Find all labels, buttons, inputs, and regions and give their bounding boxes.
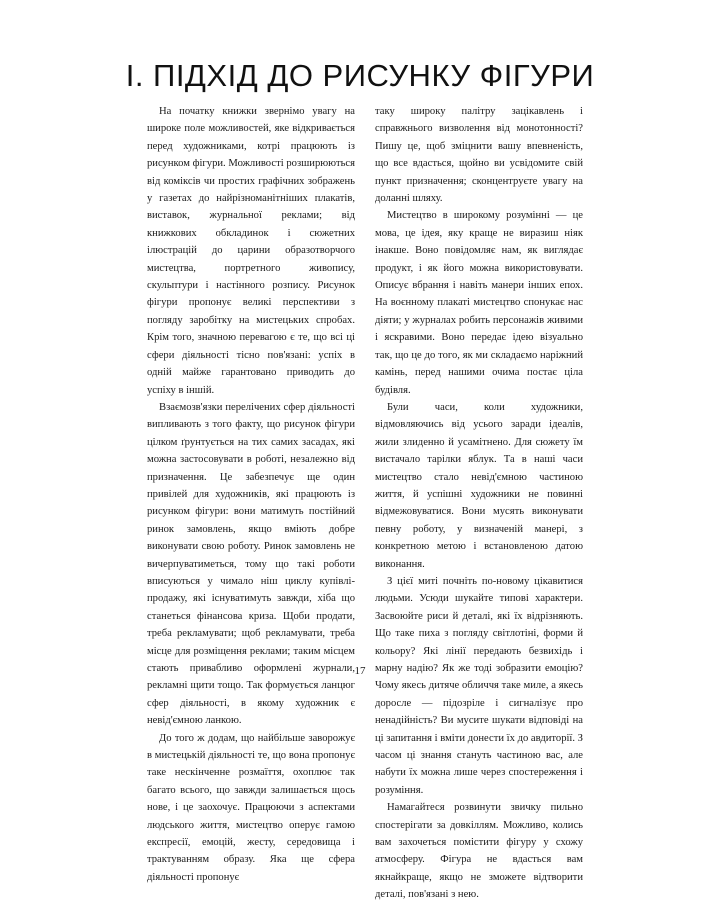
left-column bbox=[147, 103, 355, 886]
paragraph: До того ж додам, що найбільше заворожує в мистецькій діяльності те, що вона пропонує таке нескінченне розмаїття, охоплює так багато всього, що завжди залишається щось нове, і це заохочує. Працюючи з аспектами людського життя, мистецтво оперує гамою експресії, емоцій, жесту, середовища і трактуванням образу. Яка ще сфера діяльності пропонує bbox=[147, 732, 355, 883]
page-number: 17 bbox=[354, 665, 366, 677]
page-title: І. ПІДХІД ДО РИСУНКУ ФІГУРИ bbox=[125, 58, 595, 93]
paragraph: Намагайтеся розвинути звичку пильно спостерігати за довкіллям. Можливо, колись вам захочеться помістити фігуру у схожу атмосферу. Фігура не вдасться вам якнайкраще, якщо не зможете відтворити деталі, пов'язані з нею. bbox=[375, 802, 583, 901]
paragraph: З цієї миті почніть по-новому цікавитися людьми. Усюди шукайте типові характери. Засвоюйте риси й деталі, які їх відрізняють. Що таке пиха з погляду світлотіні, форми й кольору? Які лінії передають безвихідь і марну надію? Як же тоді зобразити емоцію? Чому якесь дитяче обличчя таке миле, а якесь доросле — підозріле і сигналізує про ненадійність? Ви мусите шукати відповіді на ці запитання і вміти донести їх до авдиторії. З часом ці знання стануть частиною вас, але набути їх можна лише через спостереження і розуміння. bbox=[375, 575, 583, 796]
paragraph: Взаємозв'язки перелічених сфер діяльності випливають з того факту, що рисунок фігури цілком ґрунтується на тих самих засадах, які можна застосовувати в роботі, незалежно від призначення. Це забезпечує ще один привілей для художників, які працюють із рисунком фігури: вони матимуть постійний ринок замовлень, якщо вміють добре виконувати свою роботу. Ринок замовлень не вичерпуватиметься, тому що такі роботи вписуються у чимало ніш циклу купівлі-продажу, які існуватимуть завжди, хіба що станеться фінансова криза. Щоби продати, треба рекламувати; щоб рекламувати, треба місце для розміщення реклами; таким місцем стають привабливо оформлені журнали, рекламні щити тощо. Так формується ланцюг сфер діяльності, в якому художник є невід'ємною ланкою. bbox=[147, 401, 355, 727]
paragraph: На початку книжки звернімо увагу на широке поле можливостей, яке відкривається перед художниками, котрі працюють із рисунком фігури. Можливості розширюються від коміксів чи простих графічних зображень у газетах до найрізноманітніших плакатів, виставок, журнальної реклами; від книжкових обкладинок і сюжетних ілюстрацій до царини образотворчого мистецтва, портретного живопису, скульптури і настінного розпису. Рисунок фігури пропонує великі перспективи з погляду заробітку на мистецьких спробах. Крім того, значною перевагою є те, що всі ці сфери діяльності тісно пов'язані: успіх в одній майже гарантовано приводить до успіху в іншій. bbox=[147, 106, 355, 396]
right-column bbox=[375, 103, 583, 904]
paragraph: Мистецтво в широкому розумінні — це мова, це ідея, яку краще не виразиш ніяк інакше. Воно повідомляє нам, як виглядає продукт, і як його можна використовувати. Описує вбрання і навіть манери інших епох. На воєнному плакаті мистецтво спонукає нас діяти; у журналах робить персонажів живими і яскравими. Воно передає ідею візуально так, що це до того, як ми складаємо наріжний камінь, перед нашими очима постає ціла будівля. bbox=[375, 210, 583, 396]
paragraph-continuation: таку широку палітру зацікавлень і справжнього визволення від монотонності? Пишу це, щоб зміцнити вашу впевненість, що все вдасться, щойно ви усвідомите свій пункт призначення; сконцентруєте увагу на доланні шляху. bbox=[375, 106, 583, 205]
paragraph: Були часи, коли художники, відмовляючись від усього заради ідеалів, жили злиденно й усамітнено. Для сюжету їм вистачало тарілки яблук. Та в наші часи мистецтво стало невід'ємною частиною життя, й успішні художники не повинні відмежовуватися. Вони мусять виконувати певну роботу, у визначеній манері, з конкретною метою і встановленою датою виконання. bbox=[375, 401, 583, 570]
